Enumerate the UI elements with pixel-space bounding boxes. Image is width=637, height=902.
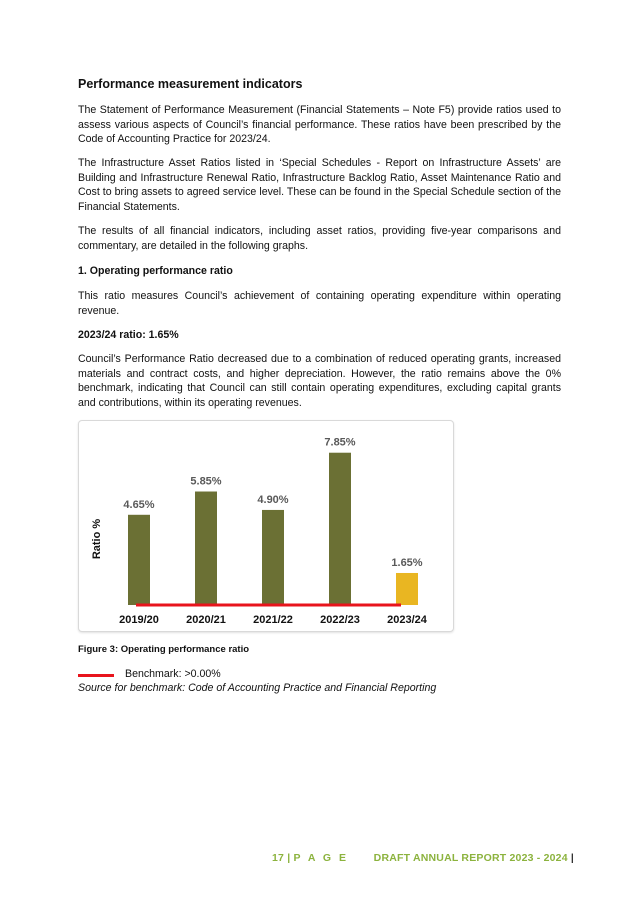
chart-svg — [79, 421, 453, 631]
paragraph-intro: The Statement of Performance Measurement (Financial Statements – Note F5) provide ratios used to assess various aspects of Council’s financial performance. These ratios have been prescribed by the Code of Accounting Practice for 2023/24. — [78, 104, 561, 145]
page-footer — [272, 852, 574, 864]
paragraph-ratio-commentary: Council’s Performance Ratio decreased due to a combination of reduced operating grants, increased materials and contract costs, and higher depreciation. However, the ratio remains above the 0% benchmark, indicating that Council can still contain operating expenditures, excluding capital grants and contributions, within its operating revenues. — [78, 353, 561, 409]
data-label-2021-22: 4.90% — [257, 493, 289, 506]
benchmark-legend-label: Benchmark: >0.00% — [125, 668, 221, 680]
page-heading: Performance measurement indicators — [78, 77, 303, 91]
x-tick-2020-21: 2020/21 — [186, 614, 226, 626]
bar-2023-24 — [396, 573, 418, 605]
ratio-heading: 2023/24 ratio: 1.65% — [78, 329, 179, 341]
x-tick-2023-24: 2023/24 — [387, 614, 427, 626]
benchmark-legend-line — [78, 674, 114, 677]
paragraph-ratio-description: This ratio measures Council’s achievement of containing operating expenditure within operating revenue. — [78, 290, 561, 317]
y-axis-label: Ratio % — [91, 518, 103, 560]
benchmark-source: Source for benchmark: Code of Accounting Practice and Financial Reporting — [78, 682, 437, 694]
bar-2021-22 — [262, 510, 284, 605]
figure-caption: Figure 3: Operating performance ratio — [78, 644, 250, 655]
paragraph-results: The results of all financial indicators, including asset ratios, providing five-year comparisons and commentary, are detailed in the following graphs. — [78, 225, 561, 252]
footer-separator: | — [287, 852, 291, 864]
section-title: 1. Operating performance ratio — [78, 265, 233, 277]
bar-2019-20 — [128, 515, 150, 605]
x-tick-2022-23: 2022/23 — [320, 614, 360, 626]
data-label-2022-23: 7.85% — [324, 436, 356, 449]
footer-report-title: DRAFT ANNUAL REPORT 2023 - 2024 — [373, 852, 568, 864]
footer-page-word: P A G E — [293, 852, 349, 864]
x-tick-2019-20: 2019/20 — [119, 614, 159, 626]
bar-2020-21 — [195, 492, 217, 605]
footer-end-bar: | — [570, 852, 574, 864]
bar-2022-23 — [329, 453, 351, 605]
benchmark-legend — [78, 668, 378, 682]
data-label-2020-21: 5.85% — [190, 475, 222, 488]
data-label-2019-20: 4.65% — [123, 498, 155, 511]
data-label-2023-24: 1.65% — [391, 556, 423, 569]
paragraph-infrastructure-ratios: The Infrastructure Asset Ratios listed in ‘Special Schedules - Report on Infrastructure Assets’ are Building and Infrastructure Renewal Ratio, Infrastructure Backlog Ratio, Asset Maintenance Ratio and Cost to bring assets to agreed service level. These can be found in the Special Schedule section of the Financial Statements. — [78, 157, 561, 213]
page-number: 17 — [272, 852, 285, 864]
operating-ratio-chart — [78, 420, 454, 632]
x-tick-2021-22: 2021/22 — [253, 614, 293, 626]
